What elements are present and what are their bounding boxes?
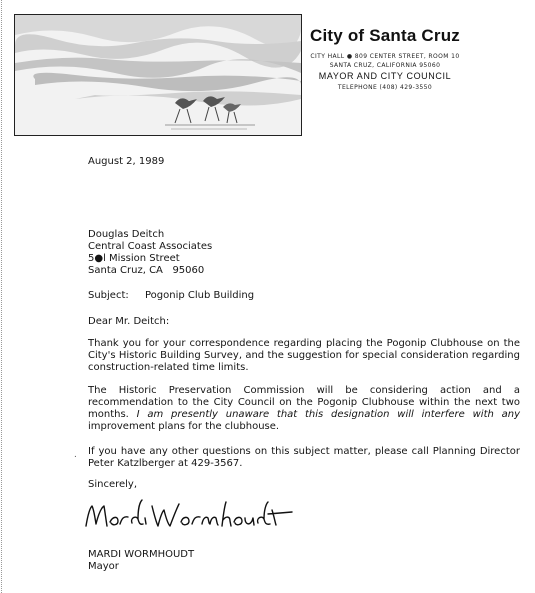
paragraph-2-start: The Historic Preservation Commission will be considering action and a recommendation to the City Council on the Pogonip Clubhouse within the next two months. <box>88 385 520 420</box>
paragraph-3: If you have any other questions on this subject matter, please call Planning Director Peter Katzlberger at 429-3567. <box>88 446 520 469</box>
subject-line <box>88 290 254 302</box>
paragraph-1: Thank you for your correspondence regarding placing the Pogonip Clubhouse on the City's Historic Building Survey, and the suggestion for special consideration regarding construction-related time limits. <box>88 338 520 373</box>
letter-date: August 2, 1989 <box>88 156 165 167</box>
city-state-zip: SANTA CRUZ, CALIFORNIA 95060 <box>329 62 441 69</box>
council-heading: MAYOR AND CITY COUNCIL <box>318 71 452 81</box>
salutation: Dear Mr. Deitch: <box>88 316 170 327</box>
letterhead-beach-photo <box>14 14 302 136</box>
recipient-city: Santa Cruz, CA 95060 <box>88 265 205 276</box>
recipient-street: 5●l Mission Street <box>88 253 180 264</box>
closing: Sincerely, <box>88 479 138 490</box>
page-edge-divider <box>1 0 2 593</box>
paragraph-2 <box>88 385 520 433</box>
city-title: City of Santa Cruz <box>309 26 460 45</box>
paragraph-2-end: improvement plans for the clubhouse. <box>88 421 280 432</box>
subject-text: Pogonip Club Building <box>145 290 255 301</box>
recipient-name: Douglas Deitch <box>88 229 165 240</box>
city-hall-address: CITY HALL ● 809 CENTER STREET, ROOM 10 <box>310 53 460 60</box>
subject-label: Subject: <box>88 290 129 301</box>
signer-name: MARDI WORMHOUDT <box>88 549 195 560</box>
recipient-company: Central Coast Associates <box>88 241 213 252</box>
telephone-line: TELEPHONE (408) 429-3550 <box>337 84 433 91</box>
letterhead-block <box>300 26 470 92</box>
signer-title: Mayor <box>88 561 119 572</box>
handwritten-signature <box>82 496 312 536</box>
paragraph-2-italic: I am presently unaware that this designation will interfere with any <box>136 409 520 420</box>
margin-mark: . <box>74 449 77 460</box>
